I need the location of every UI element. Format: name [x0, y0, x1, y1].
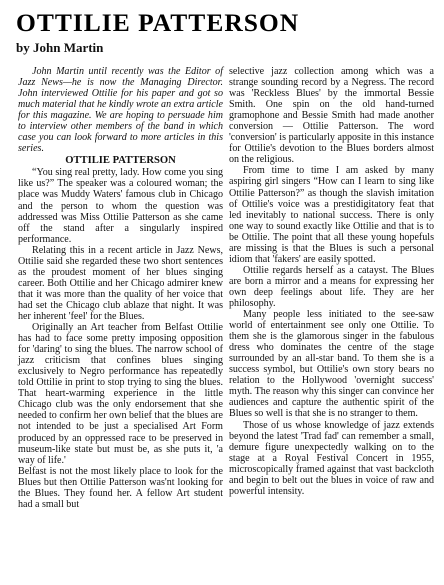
- paragraph: From time to time I am asked by many aspiring girl singers “How can I learn to sing like Ottilie Patterson?” as though the slavish imitation of Ottilie's voice was a prestidigitatory feat that led inevitably to national success. There is only one way to sound exactly like Ottilie and that is to be Ottilie. The point that all these young hopefuls are missing is that the Blues is such a personal idiom that 'fakers' are easily spotted.: [229, 165, 434, 265]
- paragraph: Originally an Art teacher from Belfast Ottilie has had to face some pretty imposing opposition for 'daring' to sing the blues. The narrow school of jazz criticism that confines blues singing exclusively to Negro performance has repeatedly told Ottilie in print to stop trying to sing the blues. That heart-warming experience in the little Chicago club was the only endorsement that she needed to confirm her own belief that the blues are not intended to be just a specialised Art Form produced by an oppressed race to be preserved in museum-like state but must be, as she puts it, 'a way of life.': [18, 322, 223, 466]
- subheading: OTTILIE PATTERSON: [65, 155, 176, 167]
- left-column: [18, 66, 223, 510]
- paragraph: Many people less initiated to the see-saw world of entertainment see only one Ottilie. To them she is the glamorous singer in the fabulous dress who dominates the centre of the stage surrounded by an all-star band. To them she is a success symbol, but Ottilie's own story bears no relation to the Hollywood 'overnight success' myth. The reason why this singer can convince her audiences and capture the authentic spirit of the Blues so well is that she is no stranger to them.: [229, 309, 434, 420]
- byline: by John Martin: [16, 40, 104, 55]
- paragraph: Those of us whose knowledge of jazz extends beyond the latest 'Trad fad' can remember a small, demure figure unexpectedly walking on to the stage at a Royal Festival Concert in 1955, microscopically framed against that vast backcloth and begin to belt out the blues in voice of raw and powerful intensity.: [229, 419, 434, 497]
- paragraph: “You sing real pretty, lady. How come you sing like us?” The speaker was a coloured woman; the place was Muddy Waters' famous club in Chicago and the person to whom the question was addressed was Miss Ottilie Patterson as she came off the stand after a singularly inspired performance.: [18, 167, 223, 245]
- paragraph: Belfast is not the most likely place to look for the Blues but then Ottilie Patterson was'nt looking for the Blues. They found her. A fellow Art student had a small but: [18, 465, 223, 510]
- paragraph: Relating this in a recent article in Jazz News, Ottilie said she regarded these two short sentences as the proudest moment of her blues singing career. Both Ottilie and her Chicago admirer knew that it was more than the quality of her voice that had set the Chicago club ablaze that night. It was her inherent 'feel' for the Blues.: [18, 244, 223, 322]
- right-column: [229, 66, 434, 497]
- paragraph: Ottilie regards herself as a catayst. The Blues are born a mirror and a means for expressing her own deep feelings about life. They are her philosophy.: [229, 264, 434, 309]
- editor-intro: John Martin until recently was the Editor of Jazz News—he is now the Managing Director. John interviewed Ottilie for his paper and got so much material that he kindly wrote an extra article for this magazine. We are hoping to persuade him to interview other members of the band in which case you can look forward to more articles in this series.: [18, 66, 223, 155]
- paragraph: selective jazz collection among which was a strange sounding record by a Negress. The record was 'Reckless Blues' by the immortal Bessie Smith. One spin on the old hand-turned gramophone and Bessie Smith had made another conversion — Ottilie Patterson. The word 'conversion' is particularly apposite in this instance for Ottilie's devotion to the Blues borders almost on the religious.: [229, 66, 434, 166]
- article-title: OTTILIE PATTERSON: [16, 8, 300, 37]
